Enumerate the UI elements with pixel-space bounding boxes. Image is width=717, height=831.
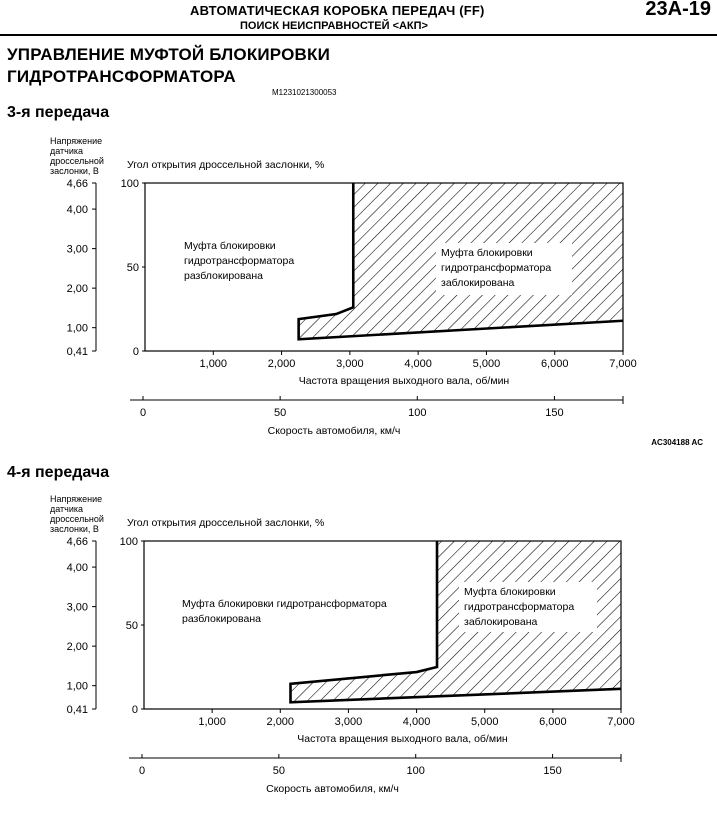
rpm-tick-label: 3,000 <box>336 358 364 370</box>
voltage-axis-title-line: датчика <box>50 146 84 156</box>
rpm-tick-label: 1,000 <box>198 716 226 728</box>
page-title-line-2: ГИДРОТРАНСФОРМАТОРА <box>7 67 236 86</box>
document-code: M1231021300053 <box>272 88 337 97</box>
unlocked-region-label: разблокирована <box>182 613 261 625</box>
rpm-tick-label: 2,000 <box>267 358 296 370</box>
page-title <box>7 44 330 88</box>
locked-region-label: Муфта блокировки <box>464 586 556 598</box>
speed-tick-label: 50 <box>274 407 287 419</box>
unlocked-region-label: Муфта блокировки гидротрансформатора <box>182 598 387 610</box>
page-title-line-1: УПРАВЛЕНИЕ МУФТОЙ БЛОКИРОВКИ <box>7 45 331 64</box>
rpm-tick-label: 4,000 <box>402 716 431 728</box>
throttle-tick-label: 100 <box>120 178 139 190</box>
rpm-axis-title: Частота вращения выходного вала, об/мин <box>298 375 510 387</box>
page-number: 23A-19 <box>645 0 711 20</box>
voltage-tick-label: 4,66 <box>66 536 88 548</box>
rpm-tick-label: 2,000 <box>266 716 295 728</box>
throttle-tick-label: 50 <box>125 620 138 632</box>
voltage-tick-label: 2,00 <box>66 283 88 296</box>
locked-region-label: гидротрансформатора <box>464 601 575 613</box>
chart-gear-4-svg <box>0 486 717 826</box>
rpm-tick-label: 5,000 <box>472 358 501 370</box>
speed-tick-label: 150 <box>543 765 562 777</box>
chart-gear-3-svg <box>0 128 717 468</box>
throttle-tick-label: 100 <box>119 536 138 548</box>
rpm-tick-label: 6,000 <box>540 358 569 370</box>
figure-code: AC304188 AC <box>651 438 703 447</box>
section-title-gear-3: 3-я передача <box>7 104 110 121</box>
voltage-tick-label: 3,00 <box>66 243 88 256</box>
rpm-tick-label: 5,000 <box>470 716 499 728</box>
rpm-tick-label: 4,000 <box>404 358 432 370</box>
header-title: АВТОМАТИЧЕСКАЯ КОРОБКА ПЕРЕДАЧ (FF) <box>190 3 485 18</box>
voltage-tick-label: 1,00 <box>66 680 88 693</box>
voltage-axis-title-line: Напряжение <box>50 494 103 504</box>
throttle-tick-label: 0 <box>131 704 138 716</box>
voltage-tick-label: 2,00 <box>66 641 88 654</box>
section-title-gear-4: 4-я передача <box>7 464 110 481</box>
voltage-tick-label: 0,41 <box>66 704 88 716</box>
rpm-tick-label: 7,000 <box>607 716 635 728</box>
voltage-axis-title-line: Напряжение <box>50 136 103 146</box>
locked-region-label: заблокирована <box>441 277 515 289</box>
header-rule <box>0 34 717 36</box>
voltage-tick-label: 4,00 <box>66 562 88 575</box>
voltage-axis-title-line: датчика <box>50 504 84 514</box>
chart-gear-4 <box>0 486 717 826</box>
speed-axis-title: Скорость автомобиля, км/ч <box>266 783 399 795</box>
unlocked-region-label: гидротрансформатора <box>184 255 295 267</box>
throttle-axis-title: Угол открытия дроссельной заслонки, % <box>127 159 325 171</box>
speed-tick-label: 50 <box>272 765 285 777</box>
throttle-axis-title: Угол открытия дроссельной заслонки, % <box>127 517 325 529</box>
rpm-tick-label: 7,000 <box>609 358 637 370</box>
voltage-axis-title-line: заслонки, В <box>50 166 99 176</box>
header-subtitle: ПОИСК НЕИСПРАВНОСТЕЙ <АКП> <box>240 20 428 32</box>
locked-region-label: заблокирована <box>464 616 538 628</box>
throttle-tick-label: 50 <box>126 262 139 274</box>
voltage-tick-label: 1,00 <box>66 322 88 335</box>
locked-region-label: Муфта блокировки <box>441 247 533 259</box>
speed-axis-title: Скорость автомобиля, км/ч <box>267 425 401 437</box>
voltage-axis-title-line: дроссельной <box>50 156 104 166</box>
rpm-axis-title: Частота вращения выходного вала, об/мин <box>297 733 508 745</box>
rpm-tick-label: 1,000 <box>199 358 228 370</box>
unlocked-region-label: Муфта блокировки <box>184 240 276 252</box>
throttle-tick-label: 0 <box>132 346 139 358</box>
voltage-tick-label: 4,00 <box>66 204 88 217</box>
rpm-tick-label: 6,000 <box>539 716 567 728</box>
speed-tick-label: 0 <box>138 765 146 777</box>
voltage-tick-label: 4,66 <box>66 178 88 190</box>
unlocked-region-label: разблокирована <box>184 270 263 282</box>
voltage-axis-title-line: заслонки, В <box>50 524 99 534</box>
chart-gear-3 <box>0 128 717 468</box>
speed-tick-label: 0 <box>139 407 147 419</box>
speed-tick-label: 100 <box>408 407 427 419</box>
voltage-axis-title-line: дроссельной <box>50 514 104 524</box>
speed-tick-label: 150 <box>545 407 564 419</box>
locked-region-label: гидротрансформатора <box>441 262 552 274</box>
voltage-tick-label: 0,41 <box>66 346 88 358</box>
rpm-tick-label: 3,000 <box>334 716 363 728</box>
voltage-tick-label: 3,00 <box>66 601 88 614</box>
speed-tick-label: 100 <box>406 765 425 777</box>
